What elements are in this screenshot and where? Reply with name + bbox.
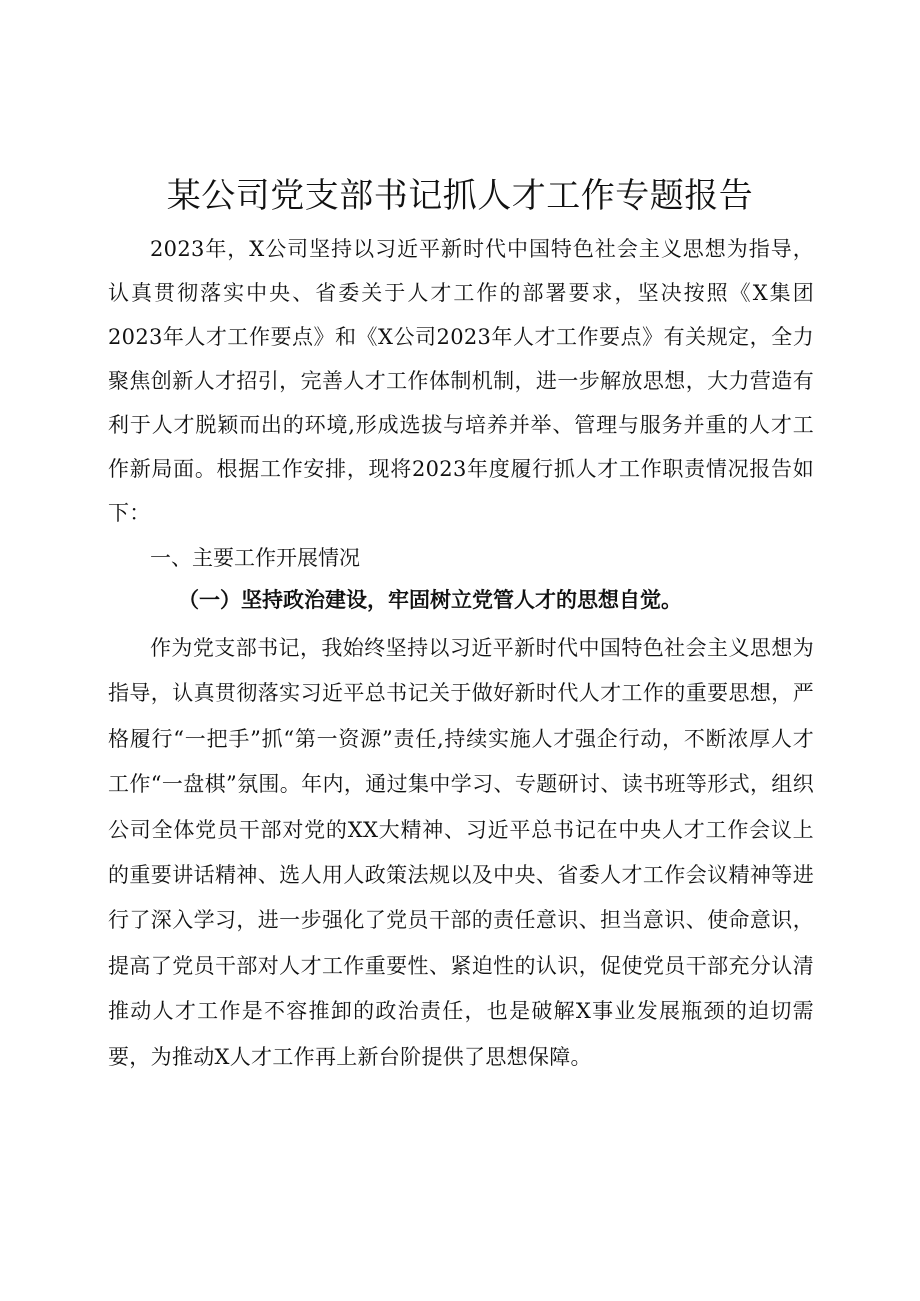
section-heading: 一、主要工作开展情况 <box>150 546 360 570</box>
document-title: 某公司党支部书记抓人才工作专题报告 <box>166 176 754 216</box>
subsection-heading: （一）坚持政治建设，牢固树立党管人才的思想自觉。 <box>178 587 682 612</box>
intro-paragraph: 2023年，X公司坚持以习近平新时代中国特色社会主义思想为指导，认真贯彻落实中央、省委关于人才工作的部署要求，坚决按照《X集团2023年人才工作要点》和《X公司2023年人才工作要点》有关规定，全力聚焦创新人才招引，完善人才工作体制机制，进一步解放思想，大力营造有利于人才脱颖而出的环境,形成选拔与培养并举、管理与服务并重的人才工作新局面。根据工作安排，现将2023年度履行抓人才工作职责情况报告如下： <box>108 237 814 525</box>
body-paragraph: 作为党支部书记，我始终坚持以习近平新时代中国特色社会主义思想为指导，认真贯彻落实习近平总书记关于做好新时代人才工作的重要思想，严格履行“一把手”抓“第一资源”责任,持续实施人才强企行动，不断浓厚人才工作“一盘棋”氛围。年内，通过集中学习、专题研讨、读书班等形式，组织公司全体党员干部对党的XX大精神、习近平总书记在中央人才工作会议上的重要讲话精神、选人用人政策法规以及中央、省委人才工作会议精神等进行了深入学习，进一步强化了党员干部的责任意识、担当意识、使命意识，提高了党员干部对人才工作重要性、紧迫性的认识，促使党员干部充分认清推动人才工作是不容推卸的政治责任，也是破解X事业发展瓶颈的迫切需要，为推动X人才工作再上新台阶提供了思想保障。 <box>108 636 814 1069</box>
